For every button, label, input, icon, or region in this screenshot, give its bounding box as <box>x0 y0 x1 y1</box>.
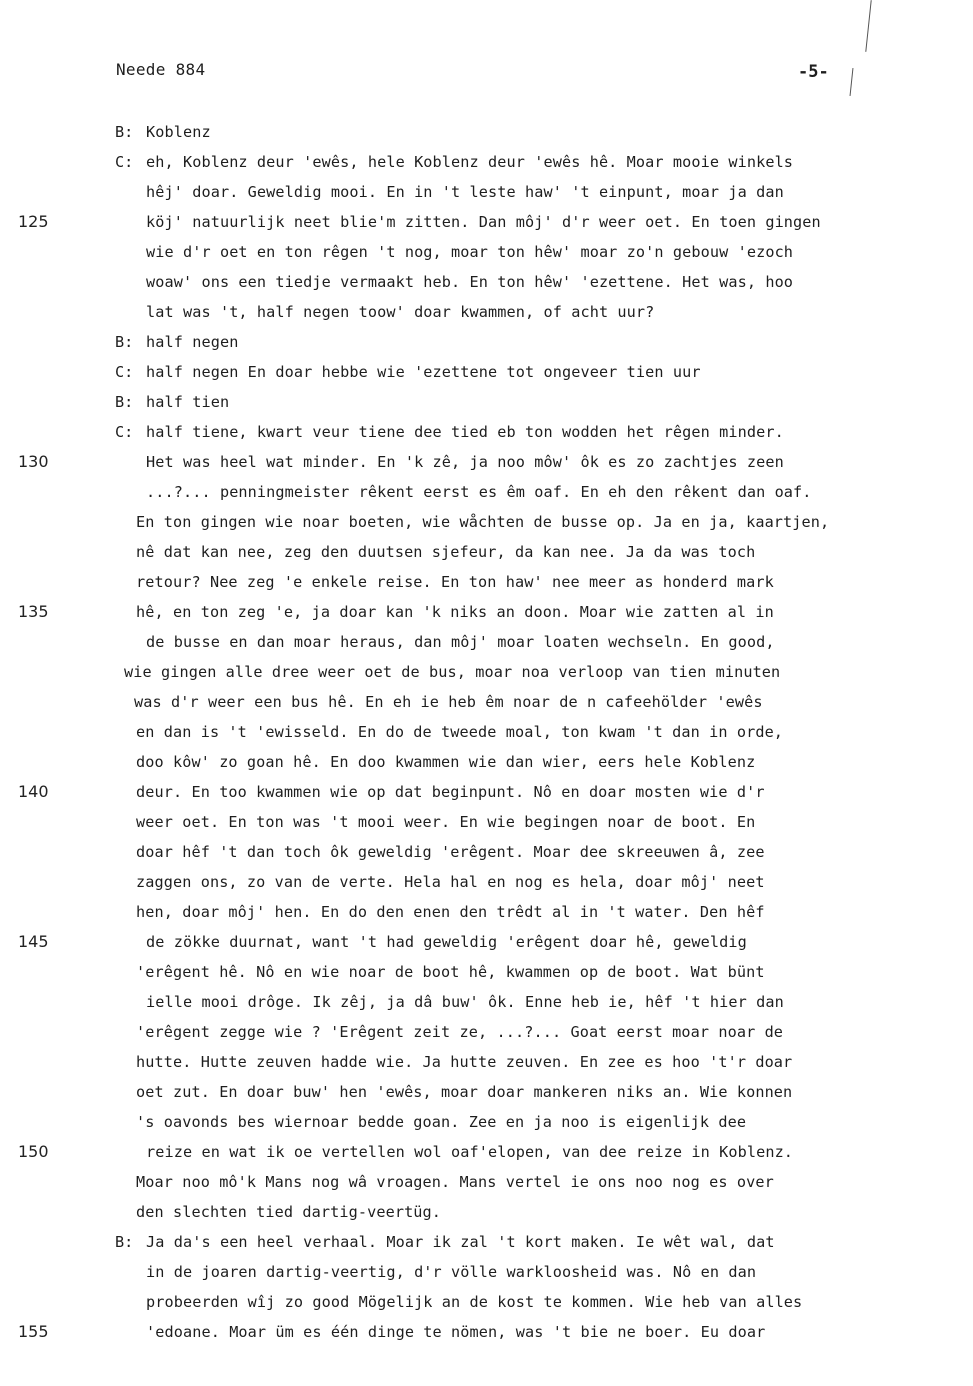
transcript-line: retour? Nee zeg 'e enkele reise. En ton haw' nee meer as honderd mark <box>136 573 774 591</box>
document-id: Neede 884 <box>116 60 206 79</box>
margin-line-number: 150 <box>18 1142 49 1161</box>
transcript-line: deur. En too kwammen wie op dat beginpunt. Nô en doar mosten wie d'r <box>136 783 765 801</box>
transcript-line: zaggen ons, zo van de verte. Hela hal en nog es hela, doar môj' neet <box>136 873 765 891</box>
transcript-line: wie gingen alle dree weer oet de bus, moar noa verloop van tien minuten <box>124 663 781 681</box>
transcript-line: half tiene, kwart veur tiene dee tied eb ton wodden het rêgen minder. <box>146 423 784 441</box>
margin-line-number: 125 <box>18 212 49 231</box>
transcript-line: doar hêf 't dan toch ôk geweldig 'erêgent. Moar dee skreeuwen â, zee <box>136 843 765 861</box>
transcript-line: doo kôw' zo goan hê. En doo kwammen wie dan wier, eers hele Koblenz <box>136 753 756 771</box>
margin-line-number: 135 <box>18 602 49 621</box>
transcript-line: Moar noo mô'k Mans nog wâ vroagen. Mans vertel ie ons noo nog es over <box>136 1173 774 1191</box>
transcript-line: half tien <box>146 393 230 411</box>
speaker-label: C: <box>115 363 134 381</box>
transcript-line: nê dat kan nee, zeg den duutsen sjefeur, da kan nee. Ja da was toch <box>136 543 756 561</box>
transcript-line: hen, doar môj' hen. En do den enen den trêdt al in 't water. Den hêf <box>136 903 765 921</box>
margin-line-number: 140 <box>18 782 49 801</box>
margin-line-number: 130 <box>18 452 49 471</box>
speaker-label: B: <box>115 333 134 351</box>
transcript-line: half negen En doar hebbe wie 'ezettene tot ongeveer tien uur <box>146 363 701 381</box>
transcript-line: was d'r weer een bus hê. En eh ie heb êm noar de n cafeehölder 'ewês <box>134 693 763 711</box>
transcript-line: Koblenz <box>146 123 211 141</box>
transcript-line: eh, Koblenz deur 'ewês, hele Koblenz deur 'ewês hê. Moar mooie winkels <box>146 153 794 171</box>
transcript-line: hêj' doar. Geweldig mooi. En in 't leste haw' 't einpunt, moar ja dan <box>146 183 784 201</box>
transcript-line: probeerden wîj zo good Mögelijk an de kost te kommen. Wie heb van alles <box>146 1293 803 1311</box>
transcript-line: half negen <box>146 333 239 351</box>
transcript-line: de busse en dan moar heraus, dan môj' moar loaten wechseln. En good, <box>146 633 775 651</box>
speaker-label: B: <box>115 1233 134 1251</box>
transcript-line: hutte. Hutte zeuven hadde wie. Ja hutte zeuven. En zee es hoo 't'r doar <box>136 1053 793 1071</box>
transcript-line: wie d'r oet en ton rêgen 't nog, moar ton hêw' moar zo'n gebouw 'ezoch <box>146 243 794 261</box>
speaker-label: B: <box>115 393 134 411</box>
transcript-line: lat was 't, half negen toow' doar kwammen, of acht uur? <box>146 303 655 321</box>
pencil-margin-mark <box>850 68 854 96</box>
speaker-label: C: <box>115 153 134 171</box>
transcript-line: 'erêgent hê. Nô en wie noar de boot hê, kwammen op de boot. Wat bünt <box>136 963 765 981</box>
transcript-line: hê, en ton zeg 'e, ja doar kan 'k niks an doon. Moar wie zatten al in <box>136 603 774 621</box>
page-number: -5- <box>798 62 829 82</box>
speaker-label: B: <box>115 123 134 141</box>
transcript-line: oet zut. En doar buw' hen 'ewês, moar doar mankeren niks an. Wie konnen <box>136 1083 793 1101</box>
transcript-line: woaw' ons een tiedje vermaakt heb. En ton hêw' 'ezettene. Het was, hoo <box>146 273 794 291</box>
transcript-line: ielle mooi drôge. Ik zêj, ja dâ buw' ôk. Enne heb ie, hêf 't hier dan <box>146 993 784 1011</box>
transcript-line: En ton gingen wie noar boeten, wie wåchten de busse op. Ja en ja, kaartjen, <box>136 513 830 531</box>
transcript-line: in de joaren dartig-veertig, d'r völle warkloosheid was. Nô en dan <box>146 1263 757 1281</box>
transcript-line: ...?... penningmeister rêkent eerst es êm oaf. En eh den rêkent dan oaf. <box>146 483 812 501</box>
pencil-margin-mark <box>865 0 871 52</box>
transcript-line: Ja da's een heel verhaal. Moar ik zal 't kort maken. Ie wêt wal, dat <box>146 1233 775 1251</box>
transcript-line: 'erêgent zegge wie ? 'Erêgent zeit ze, ...?... Goat eerst moar noar de <box>136 1023 784 1041</box>
transcript-line: de zökke duurnat, want 't had geweldig 'erêgent doar hê, geweldig <box>146 933 747 951</box>
transcript-line: köj' natuurlijk neet blie'm zitten. Dan môj' d'r weer oet. En toen gingen <box>146 213 821 231</box>
margin-line-number: 155 <box>18 1322 49 1341</box>
transcript-line: den slechten tied dartig-veertüg. <box>136 1203 442 1221</box>
margin-line-number: 145 <box>18 932 49 951</box>
transcript-line: 'edoane. Moar üm es één dinge te nömen, was 't bie ne boer. Eu doar <box>146 1323 766 1341</box>
transcript-line: Het was heel wat minder. En 'k zê, ja noo môw' ôk es zo zachtjes zeen <box>146 453 784 471</box>
transcript-line: 's oavonds bes wiernoar bedde goan. Zee en ja noo is eigenlijk dee <box>136 1113 747 1131</box>
transcript-line: weer oet. En ton was 't mooi weer. En wie begingen noar de boot. En <box>136 813 756 831</box>
transcript-line: en dan is 't 'ewisseld. En do de tweede moal, ton kwam 't dan in orde, <box>136 723 784 741</box>
transcript-line: reize en wat ik oe vertellen wol oaf'elopen, van dee reize in Koblenz. <box>146 1143 794 1161</box>
speaker-label: C: <box>115 423 134 441</box>
